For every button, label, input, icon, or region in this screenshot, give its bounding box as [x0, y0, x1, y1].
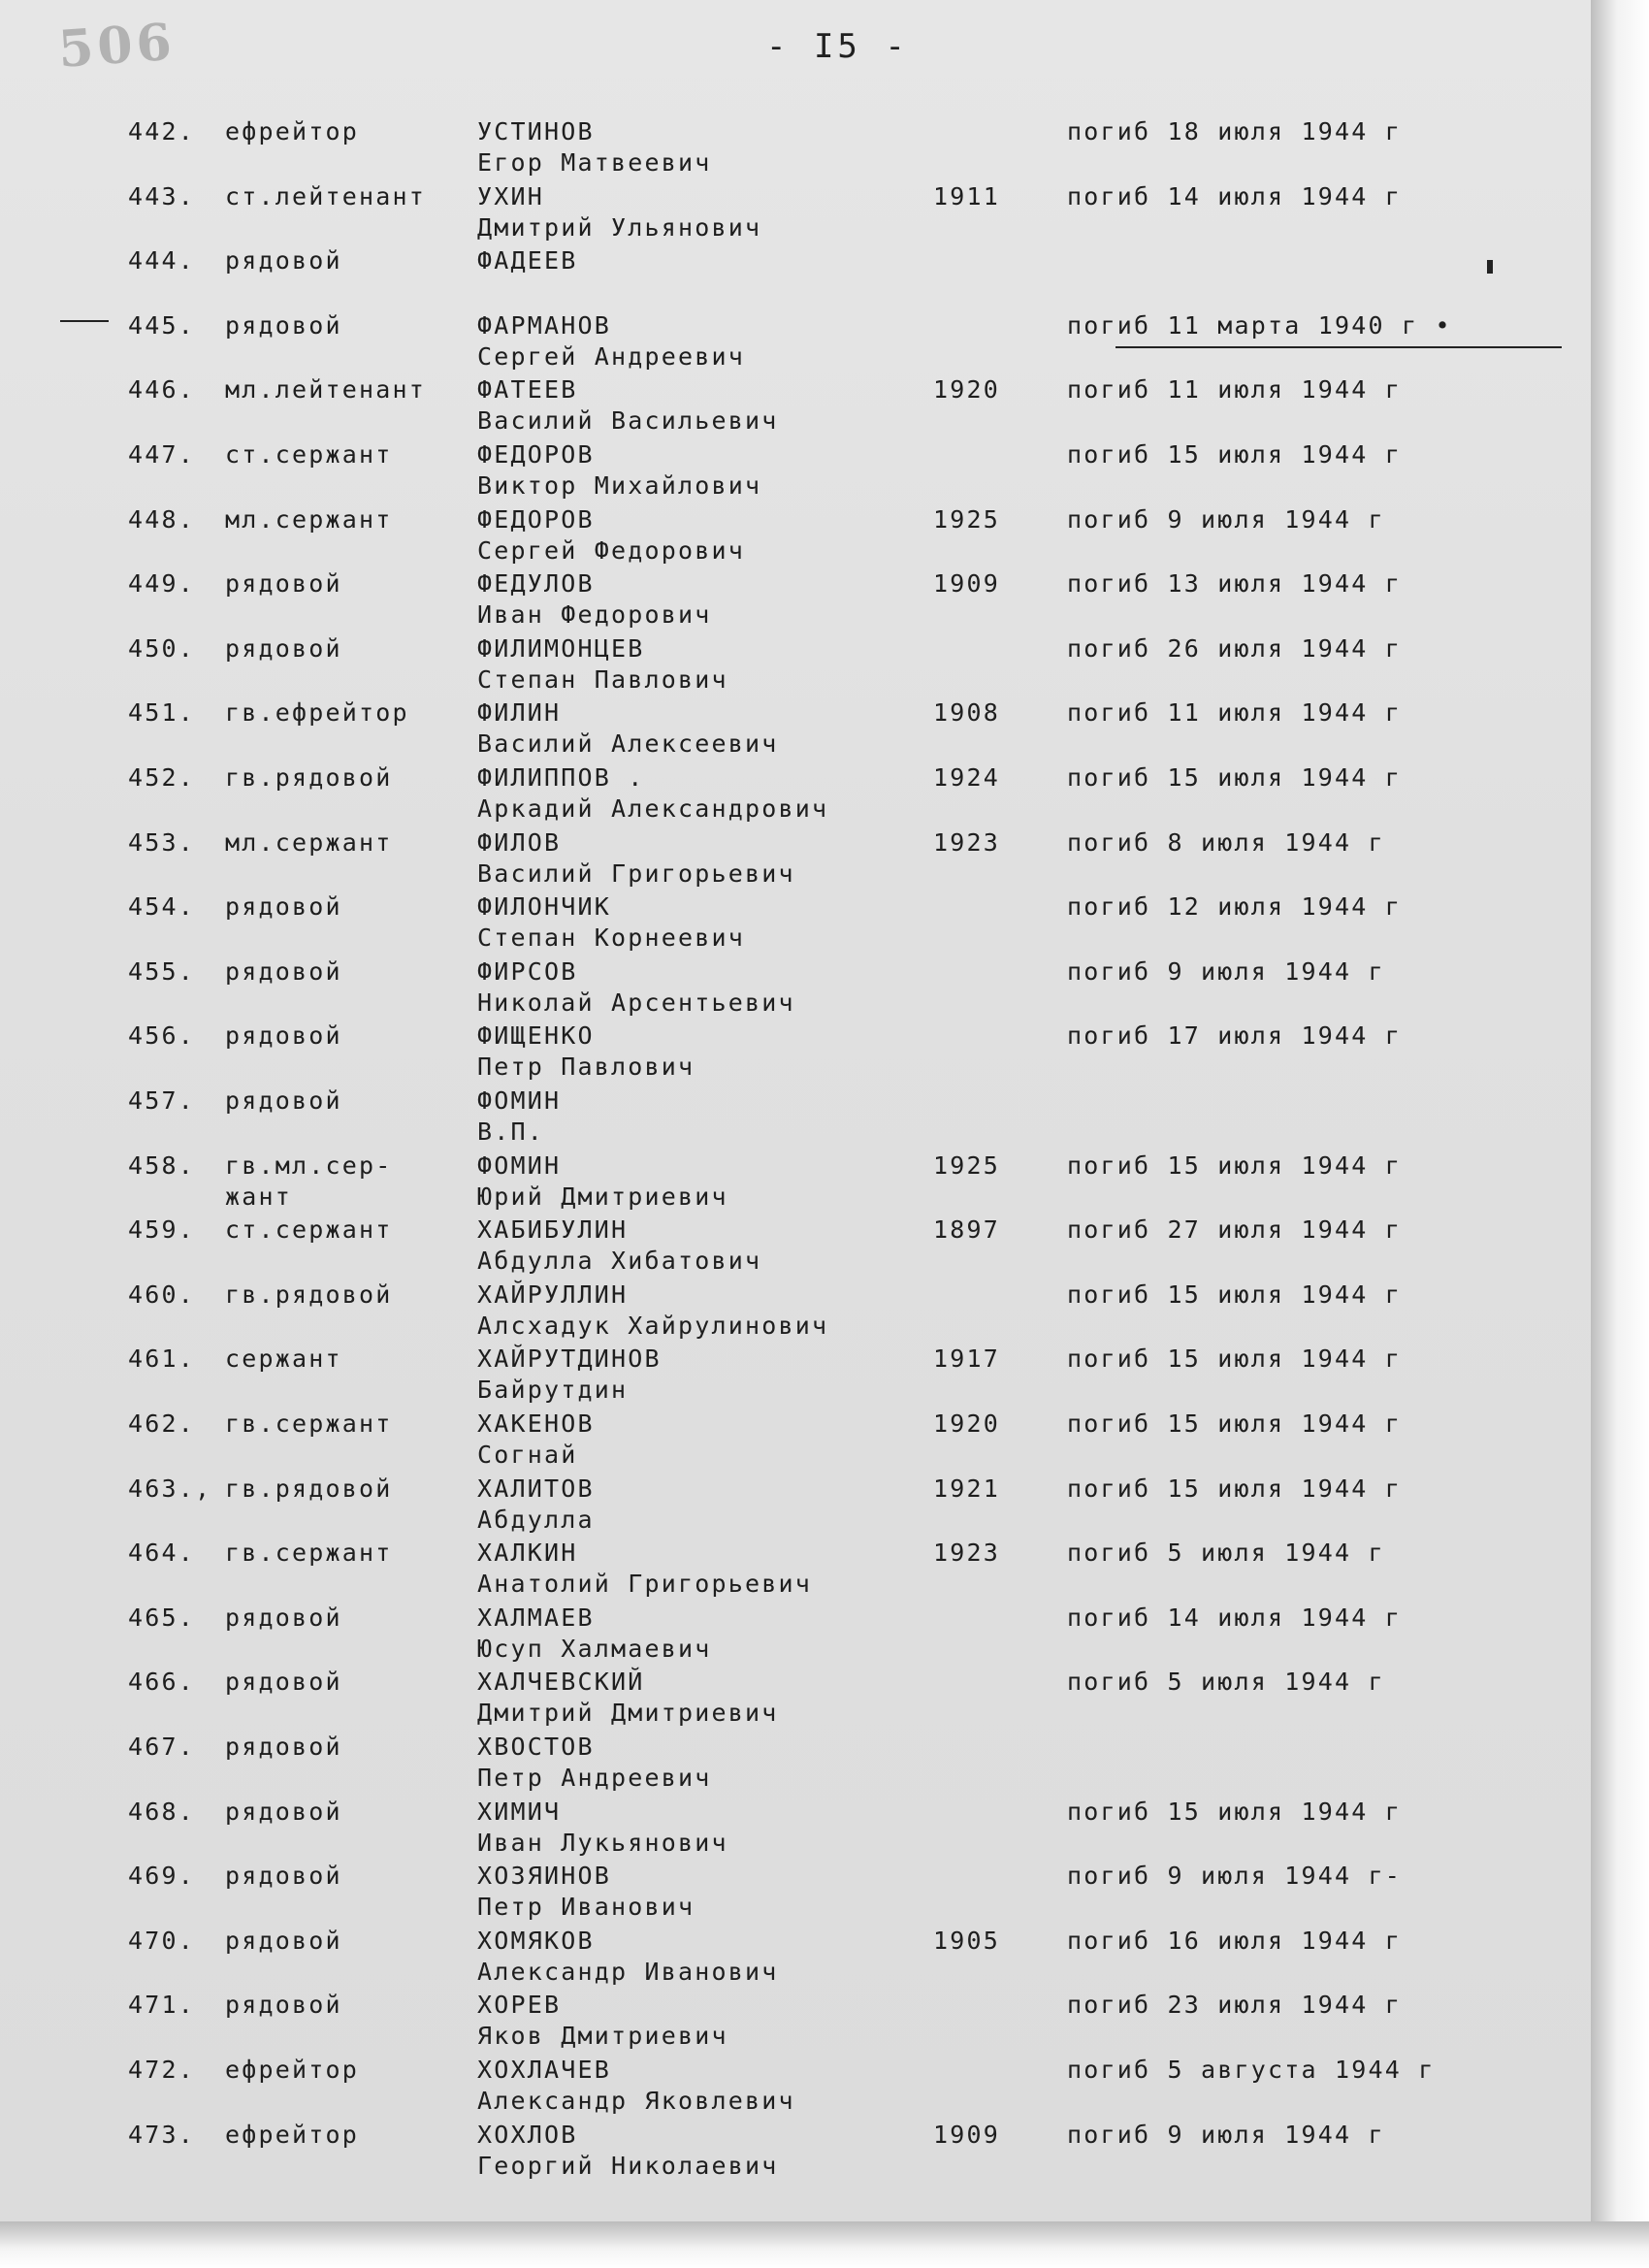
entry-number: 445.: [128, 310, 196, 340]
entry-surname: ХАЛИТОВ: [477, 1474, 595, 1503]
entry-fate: погиб 9 июля 1944 г: [1067, 2120, 1385, 2149]
entry-rank: сержант: [225, 1345, 342, 1374]
entry-fate: погиб 15 июля 1944 г: [1067, 1797, 1403, 1826]
entry-surname: ХАЙРУТДИНОВ: [477, 1345, 662, 1374]
faded-stamp: 506: [56, 12, 178, 80]
entry-fate: погиб 11 июля 1944 г: [1067, 375, 1403, 405]
entry-given-names: Петр Андреевич: [477, 1764, 712, 1792]
entry-given-names: Алсхадук Хайрулинович: [477, 1311, 829, 1340]
entry-surname: ХОХЛАЧЕВ: [477, 2056, 612, 2084]
entry-number: 460.: [128, 1280, 196, 1309]
entry-fate: погиб 14 июля 1944 г: [1067, 1603, 1403, 1632]
entry-given-names: Байрутдин: [477, 1376, 629, 1405]
entry-surname: ФОМИН: [477, 1150, 562, 1180]
entry-given-names: Согнай: [477, 1441, 578, 1469]
entry-number: 455.: [128, 956, 196, 986]
entry-given-names: Абдулла: [477, 1505, 595, 1534]
list-item: [0, 2113, 1591, 2180]
entry-surname: ХОМЯКОВ: [477, 1926, 595, 1955]
entry-number: 464.: [128, 1539, 196, 1568]
entry-rank: рядовой: [225, 1733, 342, 1761]
list-item: [0, 1531, 1591, 1599]
entry-rank: ефрейтор: [225, 117, 360, 146]
entry-fate: погиб 15 июля 1944 г: [1067, 1409, 1403, 1438]
entry-rank: рядовой: [225, 1603, 342, 1632]
list-item: [0, 1467, 1591, 1534]
entry-given-names: Степан Павлович: [477, 664, 728, 694]
entry-rank: ефрейтор: [225, 2056, 360, 2084]
entry-fate: погиб 17 июля 1944 г: [1067, 1021, 1403, 1051]
entry-number: 463.,: [128, 1474, 212, 1503]
list-item: [0, 627, 1591, 694]
entry-rank: рядовой: [225, 310, 342, 340]
entry-birth-year: 1917: [933, 1345, 1001, 1374]
entry-fate: погиб 14 июля 1944 г: [1067, 181, 1403, 211]
entry-surname: ХИМИЧ: [477, 1797, 562, 1826]
entry-surname: ХВОСТОВ: [477, 1733, 595, 1761]
entry-surname: ХОХЛОВ: [477, 2120, 578, 2149]
entry-number: 469.: [128, 1862, 196, 1891]
entry-surname: ФЕДОРОВ: [477, 504, 595, 534]
entry-surname: ХАЛКИН: [477, 1539, 578, 1568]
entry-surname: ФИЛИППОВ .: [477, 763, 645, 792]
list-item: [0, 110, 1591, 177]
entry-number: 447.: [128, 440, 196, 469]
entry-rank: рядовой: [225, 956, 342, 986]
entry-rank: ст.сержант: [225, 440, 393, 469]
list-item: [0, 1725, 1591, 1792]
entry-surname: ФАРМАНОВ: [477, 310, 612, 340]
entry-birth-year: 1921: [933, 1474, 1001, 1503]
entry-surname: ФИЩЕНКО: [477, 1021, 595, 1051]
entry-surname: УСТИНОВ: [477, 117, 595, 146]
entry-number: 454.: [128, 892, 196, 922]
entry-rank: рядовой: [225, 1021, 342, 1051]
entry-rank: рядовой: [225, 1797, 342, 1826]
entry-rank: рядовой: [225, 1991, 342, 2020]
entry-birth-year: 1909: [933, 2120, 1001, 2149]
entry-given-names: Абдулла Хибатович: [477, 1247, 762, 1276]
entry-number: 450.: [128, 633, 196, 663]
entry-fate: погиб 15 июля 1944 г: [1067, 763, 1403, 792]
entry-rank: ст.сержант: [225, 1215, 393, 1245]
entry-number: 449.: [128, 569, 196, 599]
entry-rank: рядовой: [225, 569, 342, 599]
entry-fate: погиб 5 июля 1944 г: [1067, 1668, 1385, 1697]
entry-fate: погиб 15 июля 1944 г: [1067, 440, 1403, 469]
entry-number: 468.: [128, 1797, 196, 1826]
entry-number: 466.: [128, 1668, 196, 1697]
list-item: [0, 1790, 1591, 1857]
entry-fate: погиб 9 июля 1944 г: [1067, 956, 1385, 986]
entry-fate: погиб 5 июля 1944 г: [1067, 1539, 1385, 1568]
scan-bottom-edge: [0, 2221, 1649, 2268]
entry-number: 453.: [128, 827, 196, 857]
entry-number: 446.: [128, 375, 196, 405]
entry-given-names: Юсуп Халмаевич: [477, 1634, 712, 1663]
entry-number: 467.: [128, 1733, 196, 1761]
entry-number: 443.: [128, 181, 196, 211]
entry-number: 457.: [128, 1086, 196, 1115]
entry-rank: рядовой: [225, 1668, 342, 1697]
entry-number: 456.: [128, 1021, 196, 1051]
entry-birth-year: 1905: [933, 1926, 1001, 1955]
list-item: [0, 1660, 1591, 1728]
entry-surname: ХОЗЯИНОВ: [477, 1862, 612, 1891]
list-item: [0, 498, 1591, 565]
entry-rank: рядовой: [225, 1862, 342, 1891]
entry-given-names: Дмитрий Ульянович: [477, 212, 762, 242]
list-item: [0, 239, 1591, 303]
entry-fate: погиб 11 марта 1940 г •: [1067, 310, 1452, 340]
list-item: [0, 821, 1591, 888]
list-item: [0, 1854, 1591, 1922]
list-item: [0, 1144, 1591, 1211]
entry-birth-year: 1908: [933, 698, 1001, 728]
entry-fate: погиб 5 августа 1944 г: [1067, 2056, 1436, 2084]
entry-birth-year: 1923: [933, 1539, 1001, 1568]
entry-surname: ФАТЕЕВ: [477, 375, 578, 405]
entry-surname: ФИЛИМОНЦЕВ: [477, 633, 645, 663]
entry-given-names: Иван Федорович: [477, 600, 712, 630]
entry-number: 472.: [128, 2056, 196, 2084]
scan-right-edge: [1591, 0, 1649, 2268]
entry-surname: ФЕДУЛОВ: [477, 569, 595, 599]
entry-fate: погиб 8 июля 1944 г: [1067, 827, 1385, 857]
entry-fate: погиб 9 июля 1944 г: [1067, 504, 1385, 534]
entry-number: 444.: [128, 246, 196, 275]
entry-rank: мл.сержант: [225, 504, 393, 534]
list-item: [0, 885, 1591, 953]
entry-birth-year: 1925: [933, 504, 1001, 534]
entry-birth-year: 1920: [933, 375, 1001, 405]
entry-birth-year: 1909: [933, 569, 1001, 599]
entry-rank: гв.мл.сер-: [225, 1150, 393, 1180]
entry-number: 451.: [128, 698, 196, 728]
entry-rank: рядовой: [225, 1926, 342, 1955]
list-item: [0, 304, 1591, 371]
entry-surname: ФИЛОНЧИК: [477, 892, 612, 922]
entry-surname: ХАЛЧЕВСКИЙ: [477, 1668, 645, 1697]
list-item: [0, 1273, 1591, 1340]
entry-surname: ФАДЕЕВ: [477, 246, 578, 275]
entry-given-names: Егор Матвеевич: [477, 148, 712, 177]
entry-number: 442.: [128, 117, 196, 146]
entry-given-names: Василий Алексеевич: [477, 729, 779, 759]
list-item: [0, 562, 1591, 630]
entry-given-names: Аркадий Александрович: [477, 794, 829, 823]
entry-rank: ефрейтор: [225, 2120, 360, 2149]
entry-given-names: Сергей Федорович: [477, 535, 746, 565]
entry-rank: мл.лейтенант: [225, 375, 427, 405]
list-item: [0, 1983, 1591, 2051]
entry-rank: гв.рядовой: [225, 1280, 393, 1309]
entry-number: 461.: [128, 1345, 196, 1374]
entry-fate: погиб 13 июля 1944 г: [1067, 569, 1403, 599]
entry-surname: ФОМИН: [477, 1086, 562, 1115]
list-item: [0, 368, 1591, 436]
entry-fate: погиб 15 июля 1944 г: [1067, 1280, 1403, 1309]
entry-number: 452.: [128, 763, 196, 792]
entry-number: 459.: [128, 1215, 196, 1245]
entry-fate: погиб 23 июля 1944 г: [1067, 1991, 1403, 2020]
entry-number: 448.: [128, 504, 196, 534]
entry-birth-year: 1924: [933, 763, 1001, 792]
list-item: [0, 1919, 1591, 1986]
entry-number: 458.: [128, 1150, 196, 1180]
entry-rank: гв.рядовой: [225, 1474, 393, 1503]
entry-given-names: Дмитрий Дмитриевич: [477, 1699, 779, 1728]
entry-fate: погиб 12 июля 1944 г: [1067, 892, 1403, 922]
list-item: [0, 175, 1591, 242]
entry-number: 462.: [128, 1409, 196, 1438]
entry-given-names: Иван Лукьянович: [477, 1828, 728, 1857]
entry-fate: погиб 27 июля 1944 г: [1067, 1215, 1403, 1245]
entry-rank: рядовой: [225, 633, 342, 663]
entry-given-names: Анатолий Григорьевич: [477, 1570, 813, 1599]
entry-birth-year: 1897: [933, 1215, 1001, 1245]
entry-rank: рядовой: [225, 892, 342, 922]
entry-given-names: Василий Васильевич: [477, 406, 779, 436]
entry-given-names: Сергей Андреевич: [477, 341, 746, 371]
list-item: [0, 1596, 1591, 1663]
list-item: [0, 950, 1591, 1017]
list-item: [0, 2048, 1591, 2115]
list-item: [0, 691, 1591, 759]
entry-surname: ХАБИБУЛИН: [477, 1215, 629, 1245]
entry-fate: погиб 18 июля 1944 г: [1067, 117, 1403, 146]
list-item: [0, 1079, 1591, 1146]
entry-rank: рядовой: [225, 1086, 342, 1115]
entry-birth-year: 1920: [933, 1409, 1001, 1438]
entry-given-names: Василий Григорьевич: [477, 859, 795, 888]
entry-surname: ХАЛМАЕВ: [477, 1603, 595, 1632]
entry-fate: погиб 15 июля 1944 г: [1067, 1150, 1403, 1180]
list-item: [0, 756, 1591, 823]
list-item: [0, 433, 1591, 500]
entry-given-names: Петр Павлович: [477, 1053, 695, 1082]
entry-number: 465.: [128, 1603, 196, 1632]
entry-surname: УХИН: [477, 181, 545, 211]
entry-rank: гв.рядовой: [225, 763, 393, 792]
entry-rank: гв.сержант: [225, 1539, 393, 1568]
entry-rank: мл.сержант: [225, 827, 393, 857]
entry-number: 470.: [128, 1926, 196, 1955]
entry-rank: гв.ефрейтор: [225, 698, 409, 728]
entry-given-names: Петр Иванович: [477, 1893, 695, 1922]
entry-given-names: Виктор Михайлович: [477, 471, 762, 500]
entry-fate: погиб 11 июля 1944 г: [1067, 698, 1403, 728]
entry-surname: ХАКЕНОВ: [477, 1409, 595, 1438]
entry-surname: ХОРЕВ: [477, 1991, 562, 2020]
entry-fate: погиб 26 июля 1944 г: [1067, 633, 1403, 663]
entry-surname: ФИЛИН: [477, 698, 562, 728]
entry-given-names: Георгий Николаевич: [477, 2151, 779, 2180]
list-item: [0, 1208, 1591, 1276]
entry-rank-continuation: жант: [225, 1182, 293, 1211]
entry-given-names: Александр Яковлевич: [477, 2087, 795, 2115]
entry-rank: рядовой: [225, 246, 342, 275]
entry-rank: ст.лейтенант: [225, 181, 427, 211]
list-item: [0, 1402, 1591, 1469]
page-number: - I5 -: [766, 27, 909, 66]
entry-given-names: Степан Корнеевич: [477, 923, 746, 953]
list-item: [0, 1337, 1591, 1405]
entry-birth-year: 1925: [933, 1150, 1001, 1180]
entry-surname: ХАЙРУЛЛИН: [477, 1280, 629, 1309]
entry-birth-year: 1911: [933, 181, 1001, 211]
entry-fate: погиб 15 июля 1944 г: [1067, 1474, 1403, 1503]
entry-fate: погиб 15 июля 1944 г: [1067, 1345, 1403, 1374]
entry-surname: ФИРСОВ: [477, 956, 578, 986]
list-item: [0, 1014, 1591, 1082]
entry-fate: погиб 16 июля 1944 г: [1067, 1926, 1403, 1955]
entry-fate: погиб 9 июля 1944 г-: [1067, 1862, 1403, 1891]
entry-given-names: Александр Иванович: [477, 1957, 779, 1986]
entry-birth-year: 1923: [933, 827, 1001, 857]
entry-given-names: Николай Арсентьевич: [477, 988, 795, 1017]
entry-surname: ФЕДОРОВ: [477, 440, 595, 469]
entry-surname: ФИЛОВ: [477, 827, 562, 857]
entry-rank: гв.сержант: [225, 1409, 393, 1438]
entry-number: 471.: [128, 1991, 196, 2020]
entry-given-names: В.П.: [477, 1118, 545, 1146]
entry-number: 473.: [128, 2120, 196, 2149]
entry-given-names: Юрий Дмитриевич: [477, 1182, 728, 1211]
entry-given-names: Яков Дмитриевич: [477, 2022, 728, 2051]
